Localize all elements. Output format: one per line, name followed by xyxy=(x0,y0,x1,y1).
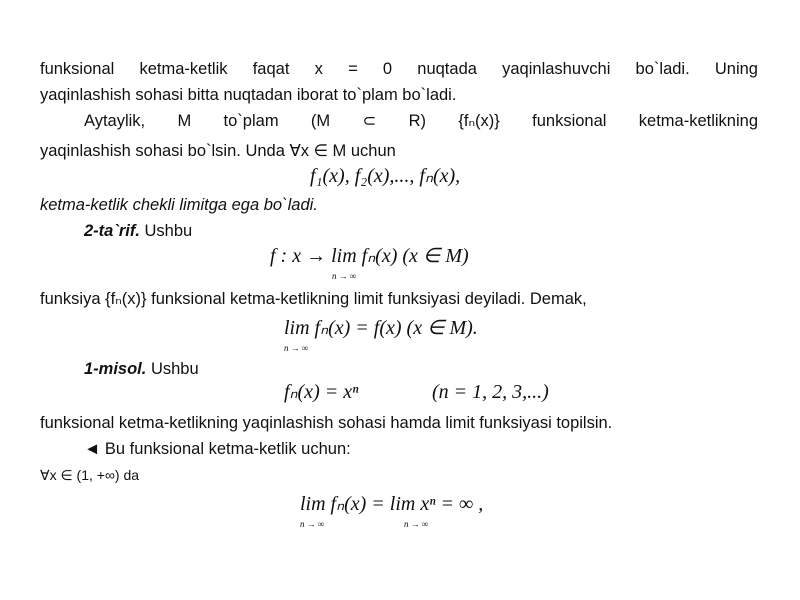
limit-expression: f : x → lim fₙ(x) (x ∈ M) n → ∞ xyxy=(270,244,469,268)
definition-formula xyxy=(270,244,469,281)
limit-subscript: n → ∞ xyxy=(404,519,429,529)
paragraph-line: yaqinlashish sohasi bo`lsin. Unda ∀x ∈ M uchun xyxy=(40,142,396,160)
paragraph-line: ketma-ketlik chekli limitga ega bo`ladi. xyxy=(40,196,318,214)
example-heading xyxy=(84,358,199,380)
paragraph-line: Aytaylik, M to`plam (M ⊂ R) {fₙ(x)} funksional ketma-ketlikning xyxy=(84,112,758,130)
limit-function-formula: lim fₙ(x) = f(x) (x ∈ M). n → ∞ xyxy=(284,316,478,340)
paragraph-line: funksiya {fₙ(x)} funksional ketma-ketlikning limit funksiyasi deyiladi. Demak, xyxy=(40,290,587,308)
paragraph-line: funksional ketma-ketlik faqat x = 0 nuqtada yaqinlashuvchi bo`ladi. Uning xyxy=(40,60,758,78)
definition-intro: Ushbu xyxy=(139,222,193,240)
paragraph-line: yaqinlashish sohasi bitta nuqtadan iborat to`plam bo`ladi. xyxy=(40,86,457,104)
solution-formula: lim fₙ(x) = lim xⁿ = ∞ , n → ∞ n → ∞ xyxy=(300,492,483,516)
sequence-formula: f₁(x), f₂(x),..., fₙ(x), xyxy=(310,165,461,187)
example-formula-left: fₙ(x) = xⁿ xyxy=(284,381,359,403)
paragraph-line: funksional ketma-ketlikning yaqinlashish sohasi hamda limit funksiyasi topilsin. xyxy=(40,414,613,432)
definition-heading xyxy=(84,220,192,242)
paragraph-line: ∀x ∈ (1, +∞) da xyxy=(40,467,140,483)
limit-subscript: n → ∞ xyxy=(300,519,325,529)
example-intro: Ushbu xyxy=(146,360,199,378)
limit-subscript: n → ∞ xyxy=(332,271,357,281)
paragraph-line: ◄ Bu funksional ketma-ketlik uchun: xyxy=(84,440,351,458)
definition-label: 2-ta`rif. xyxy=(84,222,140,240)
example-formula-right: (n = 1, 2, 3,...) xyxy=(432,381,549,403)
example-label: 1-misol. xyxy=(84,360,147,378)
limit-subscript: n → ∞ xyxy=(284,343,309,353)
